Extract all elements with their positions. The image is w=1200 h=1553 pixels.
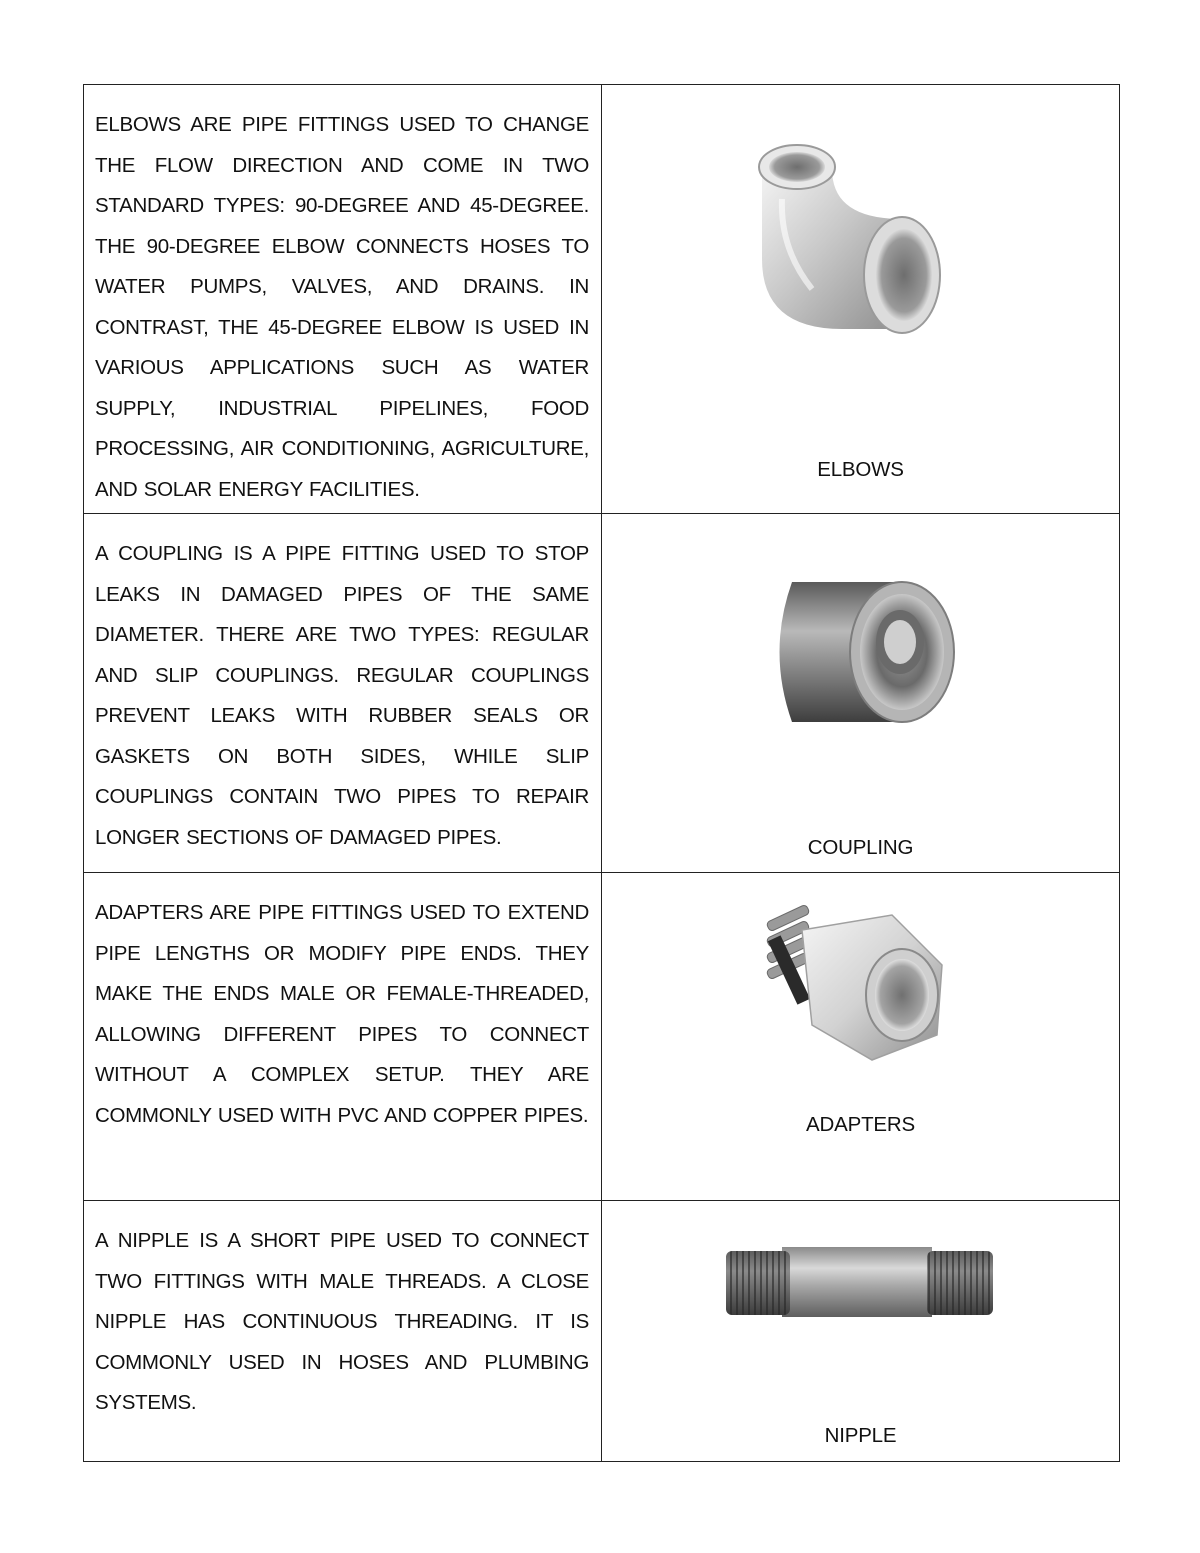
figure-cell	[602, 85, 1120, 514]
adapters-description: ADAPTERS ARE PIPE FITTINGS USED TO EXTEND PIPE LENGTHS OR MODIFY PIPE ENDS. THEY MAKE THE ENDS MALE OR FEMALE-THREADED, ALLOWING DIFFERENT PIPES TO CONNECT WITHOUT A COMPLEX SETUP. THEY ARE COMMONLY USED WITH PVC AND COPPER PIPES.	[95, 901, 589, 1127]
elbows-description: ELBOWS ARE PIPE FITTINGS USED TO CHANGE THE FLOW DIRECTION AND COME IN TWO STANDARD TYPES: 90-DEGREE AND 45-DEGREE. THE 90-DEGREE ELBOW CONNECTS HOSES TO WATER PUMPS, VALVES, AND DRAINS. IN CONTRAST, THE 45-DEGREE ELBOW IS USED IN VARIOUS APPLICATIONS SUCH AS WATER SUPPLY, INDUSTRIAL PIPELINES, FOOD PROCESSING, AIR CONDITIONING, AGRICULTURE, AND SOLAR ENERGY FACILITIES.	[95, 113, 589, 501]
table-row-nipple	[84, 1201, 1120, 1462]
description-cell	[84, 873, 602, 1201]
table-row-elbows	[84, 85, 1120, 514]
coupling-caption: COUPLING	[807, 836, 914, 859]
elbow-fitting-image	[742, 139, 982, 349]
coupling-description: A COUPLING IS A PIPE FITTING USED TO STOP LEAKS IN DAMAGED PIPES OF THE SAME DIAMETER. THERE ARE TWO TYPES: REGULAR AND SLIP COUPLINGS. REGULAR COUPLINGS PREVENT LEAKS WITH RUBBER SEALS OR GASKETS ON BOTH SIDES, WHILE SLIP COUPLINGS CONTAIN TWO PIPES TO REPAIR LONGER SECTIONS OF DAMAGED PIPES.	[95, 542, 589, 849]
table-row-adapters	[84, 873, 1120, 1201]
description-cell	[84, 1201, 602, 1462]
nipple-fitting-image	[722, 1243, 997, 1323]
description-cell	[84, 514, 602, 873]
pipe-fittings-table	[83, 84, 1120, 1462]
figure-cell	[602, 514, 1120, 873]
coupling-fitting-image	[762, 562, 962, 742]
description-cell	[84, 85, 602, 514]
adapters-caption: ADAPTERS	[806, 1113, 915, 1136]
figure-cell	[602, 873, 1120, 1201]
nipple-caption: NIPPLE	[824, 1424, 897, 1447]
table-row-coupling	[84, 514, 1120, 873]
adapter-fitting-image	[752, 895, 952, 1070]
elbows-caption: ELBOWS	[817, 458, 904, 481]
figure-cell	[602, 1201, 1120, 1462]
nipple-description: A NIPPLE IS A SHORT PIPE USED TO CONNECT TWO FITTINGS WITH MALE THREADS. A CLOSE NIPPLE HAS CONTINUOUS THREADING. IT IS COMMONLY USED IN HOSES AND PLUMBING SYSTEMS.	[95, 1229, 589, 1414]
